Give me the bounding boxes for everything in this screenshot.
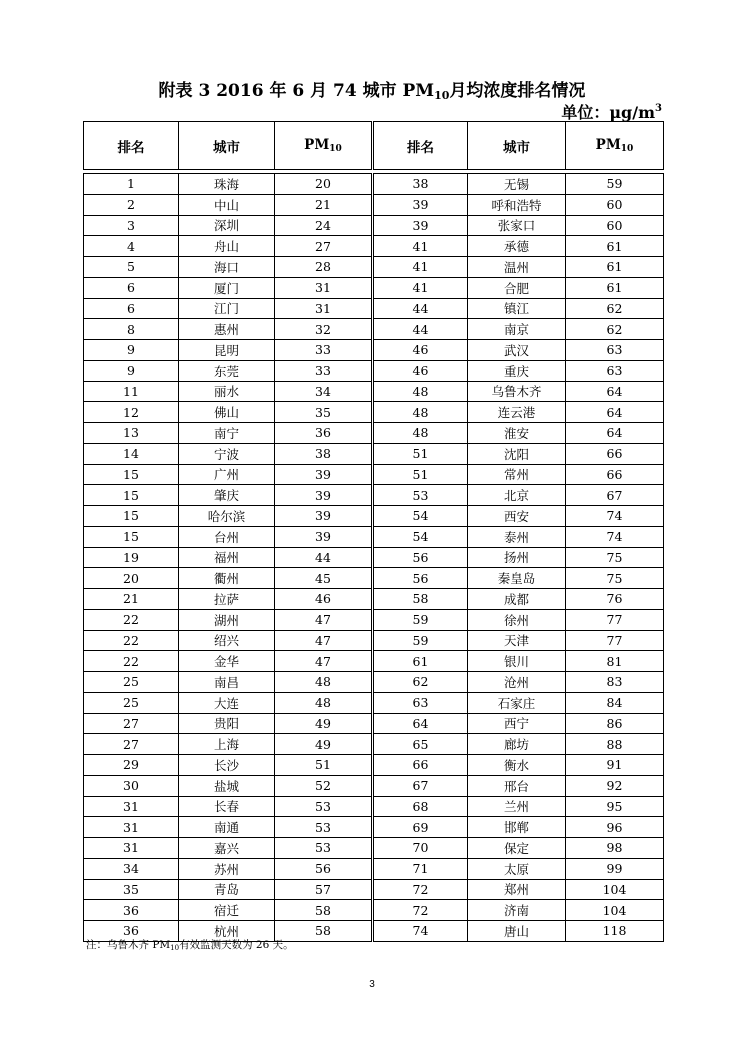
table-row [84,277,664,298]
table-row [84,734,664,755]
pm10-right-cell: 60 [566,194,664,215]
table-row [84,879,664,900]
table-row [84,775,664,796]
table-row [84,236,664,257]
rank-left-cell: 15 [84,526,179,547]
rank-left-cell: 27 [84,734,179,755]
rank-right-cell: 67 [373,775,468,796]
table-row [84,340,664,361]
city-left-cell: 福州 [179,547,275,568]
rank-right-cell: 66 [373,755,468,776]
table-header-row [84,122,664,170]
city-left-cell: 长沙 [179,755,275,776]
city-right-cell: 兰州 [468,796,566,817]
pm10-right-cell: 88 [566,734,664,755]
table-row [84,215,664,236]
rank-left-cell: 5 [84,257,179,278]
pm10-left-cell: 53 [275,796,373,817]
rank-right-cell: 63 [373,692,468,713]
city-left-cell: 衢州 [179,568,275,589]
rank-right-cell: 59 [373,630,468,651]
rank-left-cell: 9 [84,360,179,381]
pm10-right-cell: 118 [566,921,664,942]
rank-right-cell: 44 [373,319,468,340]
pm10-right-cell: 63 [566,340,664,361]
rank-right-cell: 69 [373,817,468,838]
pm10-right-cell: 61 [566,257,664,278]
table-row [84,174,664,195]
pm10-left-cell: 47 [275,651,373,672]
pm10-left-cell: 34 [275,381,373,402]
ranking-table [83,121,664,942]
table-row [84,568,664,589]
city-left-cell: 海口 [179,257,275,278]
rank-right-cell: 72 [373,879,468,900]
city-right-cell: 连云港 [468,402,566,423]
rank-right-cell: 46 [373,340,468,361]
pm10-left-cell: 51 [275,755,373,776]
city-left-cell: 南通 [179,817,275,838]
rank-left-cell: 22 [84,630,179,651]
header-city-left: 城市 [179,122,275,170]
city-right-cell: 北京 [468,485,566,506]
rank-right-cell: 46 [373,360,468,381]
city-left-cell: 肇庆 [179,485,275,506]
pm10-left-cell: 53 [275,817,373,838]
pm10-right-cell: 74 [566,526,664,547]
city-left-cell: 南昌 [179,672,275,693]
rank-right-cell: 41 [373,277,468,298]
rank-right-cell: 54 [373,526,468,547]
city-left-cell: 丽水 [179,381,275,402]
rank-left-cell: 30 [84,775,179,796]
rank-right-cell: 58 [373,589,468,610]
rank-left-cell: 25 [84,692,179,713]
pm10-left-cell: 36 [275,423,373,444]
city-right-cell: 沧州 [468,672,566,693]
rank-left-cell: 27 [84,713,179,734]
rank-left-cell: 19 [84,547,179,568]
table-row [84,257,664,278]
pm10-left-cell: 31 [275,298,373,319]
rank-left-cell: 29 [84,755,179,776]
city-right-cell: 衡水 [468,755,566,776]
page-number: 3 [369,979,375,990]
city-right-cell: 乌鲁木齐 [468,381,566,402]
table-row [84,360,664,381]
table-body [84,170,664,942]
city-left-cell: 苏州 [179,858,275,879]
table-row [84,402,664,423]
city-left-cell: 宁波 [179,443,275,464]
pm10-left-cell: 45 [275,568,373,589]
header-rank-left: 排名 [84,122,179,170]
pm10-right-cell: 84 [566,692,664,713]
rank-right-cell: 53 [373,485,468,506]
city-right-cell: 石家庄 [468,692,566,713]
city-left-cell: 贵阳 [179,713,275,734]
city-left-cell: 东莞 [179,360,275,381]
pm10-left-cell: 48 [275,692,373,713]
pm10-right-cell: 96 [566,817,664,838]
header-pm10-left: $PM_{10}$ [275,122,373,170]
pm10-right-cell: 104 [566,879,664,900]
table-row [84,464,664,485]
rank-left-cell: 36 [84,921,179,942]
pm10-right-cell: 76 [566,589,664,610]
pm10-right-cell: 62 [566,319,664,340]
city-left-cell: 南宁 [179,423,275,444]
rank-right-cell: 72 [373,900,468,921]
pm10-left-cell: 20 [275,174,373,195]
city-right-cell: 扬州 [468,547,566,568]
city-right-cell: 成都 [468,589,566,610]
city-left-cell: 厦门 [179,277,275,298]
pm10-left-cell: 35 [275,402,373,423]
rank-right-cell: 64 [373,713,468,734]
table-row [84,194,664,215]
city-left-cell: 杭州 [179,921,275,942]
city-right-cell: 济南 [468,900,566,921]
rank-left-cell: 13 [84,423,179,444]
table-row [84,589,664,610]
pm10-right-cell: 81 [566,651,664,672]
rank-right-cell: 44 [373,298,468,319]
city-right-cell: 唐山 [468,921,566,942]
report-title: 附表 3 2016 年 6 月 74 城市 $PM_{10}$月均浓度排名情况 [158,81,586,102]
table-row [84,651,664,672]
pm10-left-cell: 44 [275,547,373,568]
table-row [84,900,664,921]
pm10-right-cell: 59 [566,174,664,195]
rank-right-cell: 51 [373,443,468,464]
pm10-right-cell: 74 [566,506,664,527]
city-left-cell: 绍兴 [179,630,275,651]
pm10-right-cell: 95 [566,796,664,817]
rank-right-cell: 59 [373,609,468,630]
table-row [84,506,664,527]
city-left-cell: 中山 [179,194,275,215]
pm10-right-cell: 61 [566,236,664,257]
table-row [84,443,664,464]
pm10-right-cell: 92 [566,775,664,796]
city-right-cell: 沈阳 [468,443,566,464]
pm10-right-cell: 99 [566,858,664,879]
city-right-cell: 淮安 [468,423,566,444]
pm10-left-cell: 33 [275,340,373,361]
city-left-cell: 盐城 [179,775,275,796]
rank-left-cell: 15 [84,485,179,506]
table-row [84,547,664,568]
pm10-left-cell: 47 [275,630,373,651]
rank-left-cell: 31 [84,838,179,859]
table-row [84,672,664,693]
pm10-left-cell: 39 [275,464,373,485]
rank-right-cell: 39 [373,194,468,215]
rank-left-cell: 1 [84,174,179,195]
pm10-left-cell: 57 [275,879,373,900]
rank-left-cell: 34 [84,858,179,879]
city-right-cell: 温州 [468,257,566,278]
city-left-cell: 哈尔滨 [179,506,275,527]
table-row [84,838,664,859]
city-right-cell: 邯郸 [468,817,566,838]
pm10-right-cell: 64 [566,381,664,402]
rank-left-cell: 3 [84,215,179,236]
city-right-cell: 秦皇岛 [468,568,566,589]
rank-left-cell: 21 [84,589,179,610]
city-left-cell: 珠海 [179,174,275,195]
pm10-left-cell: 49 [275,734,373,755]
table-row [84,713,664,734]
table-row [84,817,664,838]
pm10-right-cell: 66 [566,464,664,485]
rank-right-cell: 48 [373,402,468,423]
pm10-left-cell: 48 [275,672,373,693]
rank-right-cell: 41 [373,236,468,257]
pm10-left-cell: 28 [275,257,373,278]
rank-left-cell: 14 [84,443,179,464]
city-right-cell: 天津 [468,630,566,651]
table-row [84,796,664,817]
rank-left-cell: 11 [84,381,179,402]
city-right-cell: 镇江 [468,298,566,319]
table-row [84,319,664,340]
pm10-right-cell: 83 [566,672,664,693]
city-right-cell: 徐州 [468,609,566,630]
table-row [84,858,664,879]
city-right-cell: 银川 [468,651,566,672]
pm10-right-cell: 64 [566,423,664,444]
pm10-left-cell: 39 [275,526,373,547]
rank-left-cell: 12 [84,402,179,423]
city-left-cell: 惠州 [179,319,275,340]
rank-right-cell: 41 [373,257,468,278]
rank-left-cell: 4 [84,236,179,257]
rank-left-cell: 35 [84,879,179,900]
pm10-right-cell: 86 [566,713,664,734]
city-right-cell: 西安 [468,506,566,527]
rank-left-cell: 6 [84,277,179,298]
rank-left-cell: 22 [84,609,179,630]
table-row [84,630,664,651]
rank-right-cell: 65 [373,734,468,755]
city-right-cell: 重庆 [468,360,566,381]
pm10-left-cell: 58 [275,900,373,921]
city-right-cell: 太原 [468,858,566,879]
table-row [84,381,664,402]
header-pm10-right: $PM_{10}$ [566,122,664,170]
city-right-cell: 西宁 [468,713,566,734]
rank-left-cell: 8 [84,319,179,340]
city-right-cell: 郑州 [468,879,566,900]
rank-left-cell: 22 [84,651,179,672]
city-left-cell: 佛山 [179,402,275,423]
pm10-left-cell: 31 [275,277,373,298]
rank-right-cell: 68 [373,796,468,817]
city-left-cell: 上海 [179,734,275,755]
city-left-cell: 金华 [179,651,275,672]
rank-right-cell: 74 [373,921,468,942]
rank-left-cell: 20 [84,568,179,589]
city-left-cell: 湖州 [179,609,275,630]
city-left-cell: 昆明 [179,340,275,361]
table-row [84,609,664,630]
city-right-cell: 保定 [468,838,566,859]
rank-right-cell: 61 [373,651,468,672]
pm10-right-cell: 75 [566,547,664,568]
city-left-cell: 拉萨 [179,589,275,610]
rank-left-cell: 6 [84,298,179,319]
table-row [84,526,664,547]
pm10-left-cell: 21 [275,194,373,215]
pm10-left-cell: 47 [275,609,373,630]
city-right-cell: 邢台 [468,775,566,796]
pm10-left-cell: 32 [275,319,373,340]
rank-left-cell: 36 [84,900,179,921]
pm10-right-cell: 91 [566,755,664,776]
rank-right-cell: 51 [373,464,468,485]
pm10-right-cell: 61 [566,277,664,298]
table-row [84,298,664,319]
pm10-left-cell: 38 [275,443,373,464]
rank-right-cell: 71 [373,858,468,879]
header-rank-right: 排名 [373,122,468,170]
rank-right-cell: 56 [373,568,468,589]
city-right-cell: 武汉 [468,340,566,361]
pm10-left-cell: 27 [275,236,373,257]
city-left-cell: 台州 [179,526,275,547]
header-city-right: 城市 [468,122,566,170]
pm10-left-cell: 53 [275,838,373,859]
pm10-left-cell: 33 [275,360,373,381]
city-right-cell: 南京 [468,319,566,340]
city-left-cell: 长春 [179,796,275,817]
pm10-left-cell: 49 [275,713,373,734]
pm10-right-cell: 77 [566,609,664,630]
pm10-left-cell: 52 [275,775,373,796]
rank-right-cell: 62 [373,672,468,693]
city-right-cell: 张家口 [468,215,566,236]
rank-left-cell: 25 [84,672,179,693]
pm10-left-cell: 46 [275,589,373,610]
city-right-cell: 承德 [468,236,566,257]
pm10-left-cell: 58 [275,921,373,942]
table-row [84,423,664,444]
pm10-right-cell: 75 [566,568,664,589]
pm10-right-cell: 66 [566,443,664,464]
pm10-left-cell: 56 [275,858,373,879]
city-left-cell: 江门 [179,298,275,319]
pm10-right-cell: 98 [566,838,664,859]
pm10-right-cell: 64 [566,402,664,423]
footnote: 注：乌鲁木齐 $PM_{10}$有效监测天数为 26 天。 [86,939,294,952]
city-right-cell: 廊坊 [468,734,566,755]
rank-right-cell: 38 [373,174,468,195]
rank-right-cell: 56 [373,547,468,568]
city-right-cell: 呼和浩特 [468,194,566,215]
city-left-cell: 舟山 [179,236,275,257]
pm10-right-cell: 104 [566,900,664,921]
city-right-cell: 常州 [468,464,566,485]
rank-right-cell: 54 [373,506,468,527]
rank-left-cell: 9 [84,340,179,361]
city-left-cell: 广州 [179,464,275,485]
rank-left-cell: 15 [84,506,179,527]
city-left-cell: 嘉兴 [179,838,275,859]
rank-right-cell: 39 [373,215,468,236]
city-right-cell: 合肥 [468,277,566,298]
unit-label: 单位：$\mu g/m^3$ [561,103,662,122]
table-row [84,755,664,776]
city-right-cell: 泰州 [468,526,566,547]
pm10-right-cell: 67 [566,485,664,506]
table-row [84,485,664,506]
rank-left-cell: 2 [84,194,179,215]
rank-right-cell: 48 [373,381,468,402]
city-left-cell: 青岛 [179,879,275,900]
rank-left-cell: 31 [84,796,179,817]
rank-right-cell: 48 [373,423,468,444]
rank-left-cell: 15 [84,464,179,485]
rank-right-cell: 70 [373,838,468,859]
city-left-cell: 宿迁 [179,900,275,921]
city-right-cell: 无锡 [468,174,566,195]
pm10-left-cell: 39 [275,506,373,527]
rank-left-cell: 31 [84,817,179,838]
city-left-cell: 深圳 [179,215,275,236]
pm10-right-cell: 63 [566,360,664,381]
table-row [84,692,664,713]
pm10-right-cell: 77 [566,630,664,651]
city-left-cell: 大连 [179,692,275,713]
pm10-right-cell: 60 [566,215,664,236]
pm10-left-cell: 24 [275,215,373,236]
pm10-right-cell: 62 [566,298,664,319]
pm10-left-cell: 39 [275,485,373,506]
